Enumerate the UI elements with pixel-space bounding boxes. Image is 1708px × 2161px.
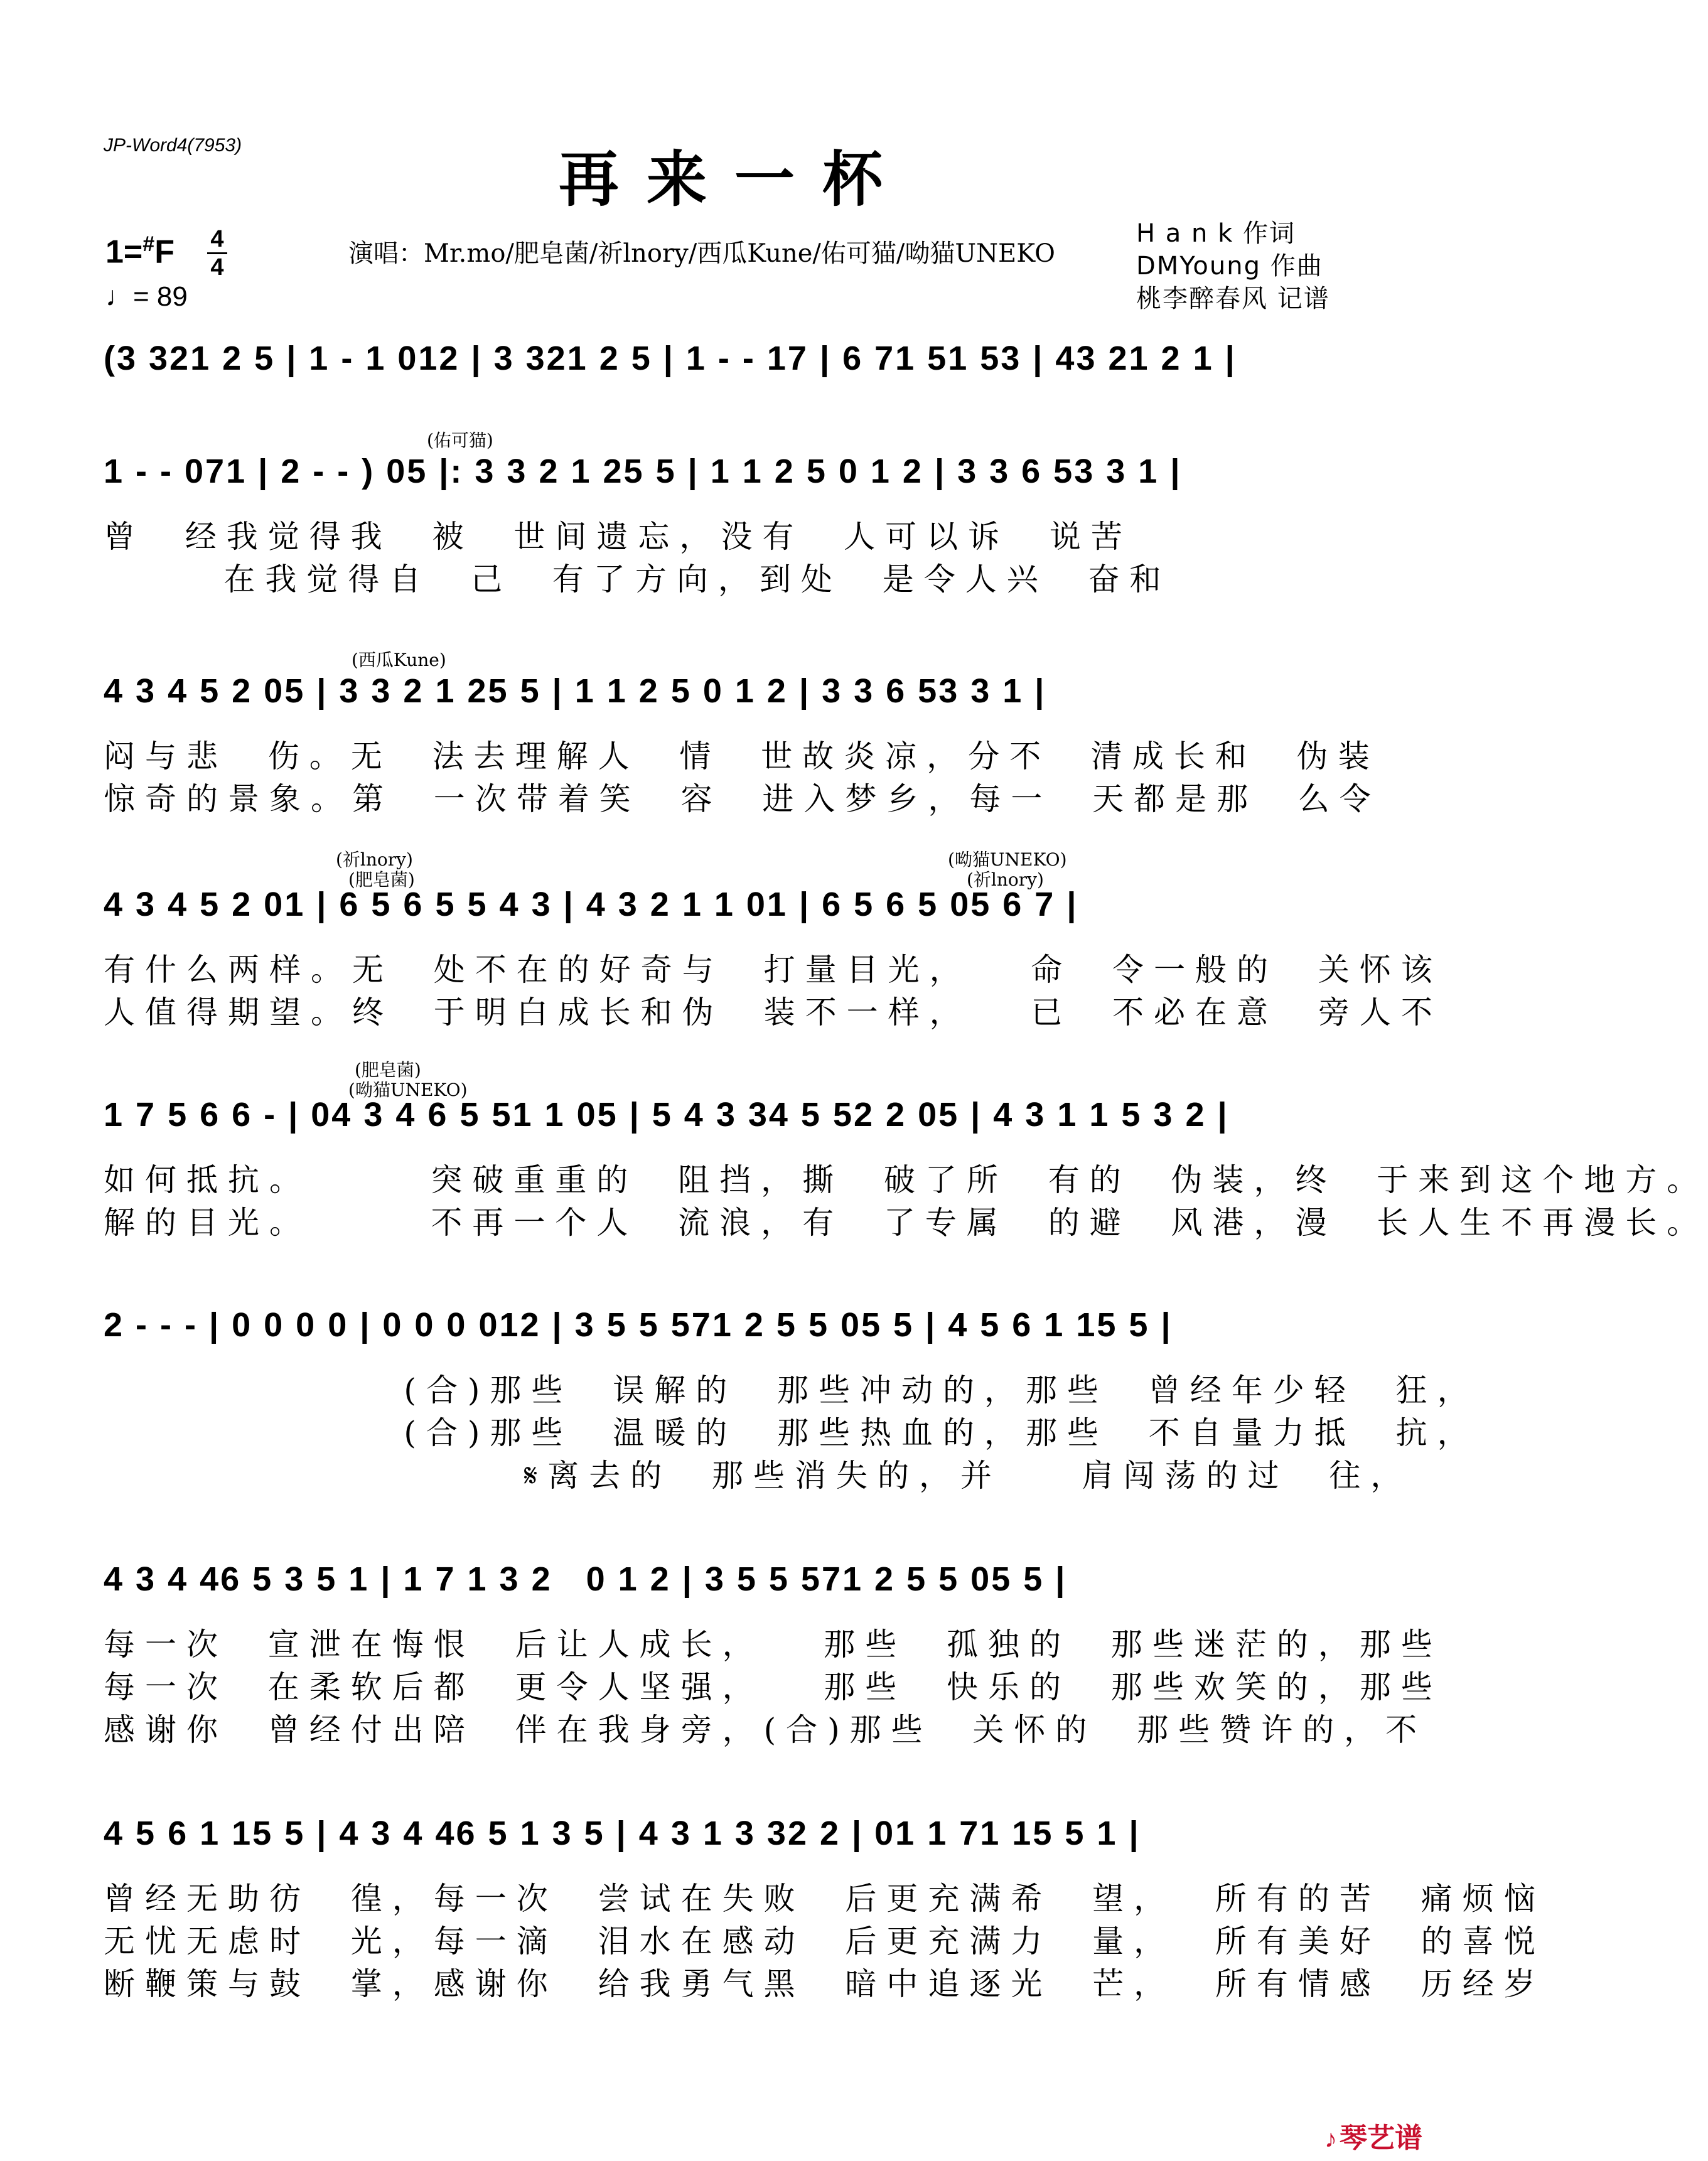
song-title: 再来一杯 [559, 144, 910, 215]
singer-tag: (肥皂菌) [355, 1059, 421, 1080]
watermark [1324, 2115, 1422, 2155]
singer-tag: (西瓜Kune) [352, 650, 446, 670]
notation-line: 4 3 4 5 2 05 | 3 3 2 1 25 5 | 1 1 2 5 0 1 2 | 3 3 6 53 3 1 | [104, 672, 1046, 710]
notation-line: 4 3 4 46 5 3 5 1 | 1 7 1 3 2 0 1 2 | 3 5 5 571 2 5 5 05 5 | [104, 1560, 1067, 1598]
lyric-line: 人值得期望。终 于明白成长和伪 装不一样， 已 不必在意 旁人不 [104, 994, 1442, 1031]
lyric-line: 解的目光。 不再一个人 流浪，有 了专属 的避 风港，漫 长人生不再漫长。 [104, 1204, 1708, 1241]
tempo-marking [105, 281, 188, 313]
key-prefix: 1= [105, 233, 143, 271]
lyric-line: 有什么两样。无 处不在的好奇与 打量目光， 命 令一般的 关怀该 [104, 952, 1442, 988]
sharp-sign: # [142, 232, 155, 256]
lyric-line: 𝄋离去的 那些消失的，并 肩闯荡的过 往， [104, 1457, 1412, 1494]
key-note: F [154, 233, 175, 271]
lyric-line: 曾 经我觉得我 被 世间遗忘，没有 人可以诉 说苦 [104, 518, 1132, 555]
time-top: 4 [210, 226, 224, 252]
lyric-line: 每一次 宣泄在悔恨 后让人成长， 那些 孤独的 那些迷茫的，那些 [104, 1626, 1442, 1663]
lyric-line: 无忧无虑时 光，每一滴 泪水在感动 后更充满力 量， 所有美好 的喜悦 [104, 1923, 1545, 1960]
lyric-line: 闷与悲 伤。无 法去理解人 情 世故炎凉，分不 清成长和 伪装 [104, 738, 1380, 775]
lyric-line: (合)那些 温暖的 那些热血的，那些 不自量力抵 抗， [104, 1415, 1479, 1451]
software-version: JP-Word4(7953) [104, 135, 242, 156]
lyric-line: 如何抵抗。 突破重重的 阻挡，撕 破了所 有的 伪装，终 于来到这个地方。 [104, 1162, 1708, 1198]
lyric-line: 在我觉得自 己 有了方向，到处 是令人兴 奋和 [104, 561, 1171, 598]
composer-credit: DMYoung 作曲 [1136, 252, 1323, 281]
lyric-line: 惊奇的景象。第 一次带着笑 容 进入梦乡，每一 天都是那 么令 [104, 781, 1381, 817]
notation-line: 1 7 5 6 6 - | 04 3 4 6 5 51 1 05 | 5 4 3 34 5 52 2 05 | 4 3 1 1 5 3 2 | [104, 1096, 1229, 1134]
singer-tag: (祈lnory) [336, 849, 413, 870]
singer-tag: (呦猫UNEKO) [348, 1080, 468, 1100]
lyric-line: 断鞭策与鼓 掌，感谢你 给我勇气黑 暗中追逐光 芒， 所有情感 历经岁 [104, 1966, 1545, 2002]
lyricist-credit: H a n k 作词 [1136, 219, 1296, 248]
tempo-value: = 89 [133, 281, 188, 312]
singer-tag: (佑可猫) [427, 430, 493, 451]
lyric-line: 曾经无助彷 徨，每一次 尝试在失败 后更充满希 望， 所有的苦 痛烦恼 [104, 1880, 1545, 1917]
notation-line: 4 3 4 5 2 01 | 6 5 6 5 5 4 3 | 4 3 2 1 1 01 | 6 5 6 5 05 6 7 | [104, 886, 1078, 923]
lyric-line: (合)那些 误解的 那些冲动的，那些 曾经年少轻 狂， [104, 1372, 1479, 1408]
singer-tag: (肥皂菌) [348, 869, 415, 890]
notation-line: 1 - - 071 | 2 - - ) 05 |: 3 3 2 1 25 5 | 1 1 2 5 0 1 2 | 3 3 6 53 3 1 | [104, 453, 1182, 490]
singer-tag: (祈lnory) [967, 869, 1044, 890]
lyric-line: 每一次 在柔软后都 更令人坚强， 那些 快乐的 那些欢笑的，那些 [104, 1669, 1442, 1705]
quarter-note-icon: ♩ [105, 281, 133, 312]
notation-line: 2 - - - | 0 0 0 0 | 0 0 0 012 | 3 5 5 571 2 5 5 05 5 | 4 5 6 1 15 5 | [104, 1306, 1173, 1344]
notation-line: 4 5 6 1 15 5 | 4 3 4 46 5 1 3 5 | 4 3 1 3 32 2 | 01 1 71 15 5 1 | [104, 1815, 1141, 1852]
singer-tag: (呦猫UNEKO) [948, 849, 1067, 870]
lyric-line: 感谢你 曾经付出陪 伴在我身旁，(合)那些 关怀的 那些赞许的，不 [104, 1712, 1427, 1748]
transcriber-credit: 桃李醉春风 记谱 [1136, 284, 1330, 313]
logo-icon: ♪ [1324, 2125, 1337, 2153]
time-signature [207, 227, 227, 279]
singers-credit: 演唱：Mr.mo/肥皂菌/祈lnory/西瓜Kune/佑可猫/呦猫UNEKO [348, 239, 1055, 268]
key-signature [105, 232, 175, 271]
time-bottom: 4 [210, 254, 224, 281]
notation-line: (3 321 2 5 | 1 - 1 012 | 3 321 2 5 | 1 - - 17 | 6 71 51 53 | 43 21 2 1 | [104, 340, 1237, 377]
watermark-text: 琴艺谱 [1340, 2123, 1422, 2153]
